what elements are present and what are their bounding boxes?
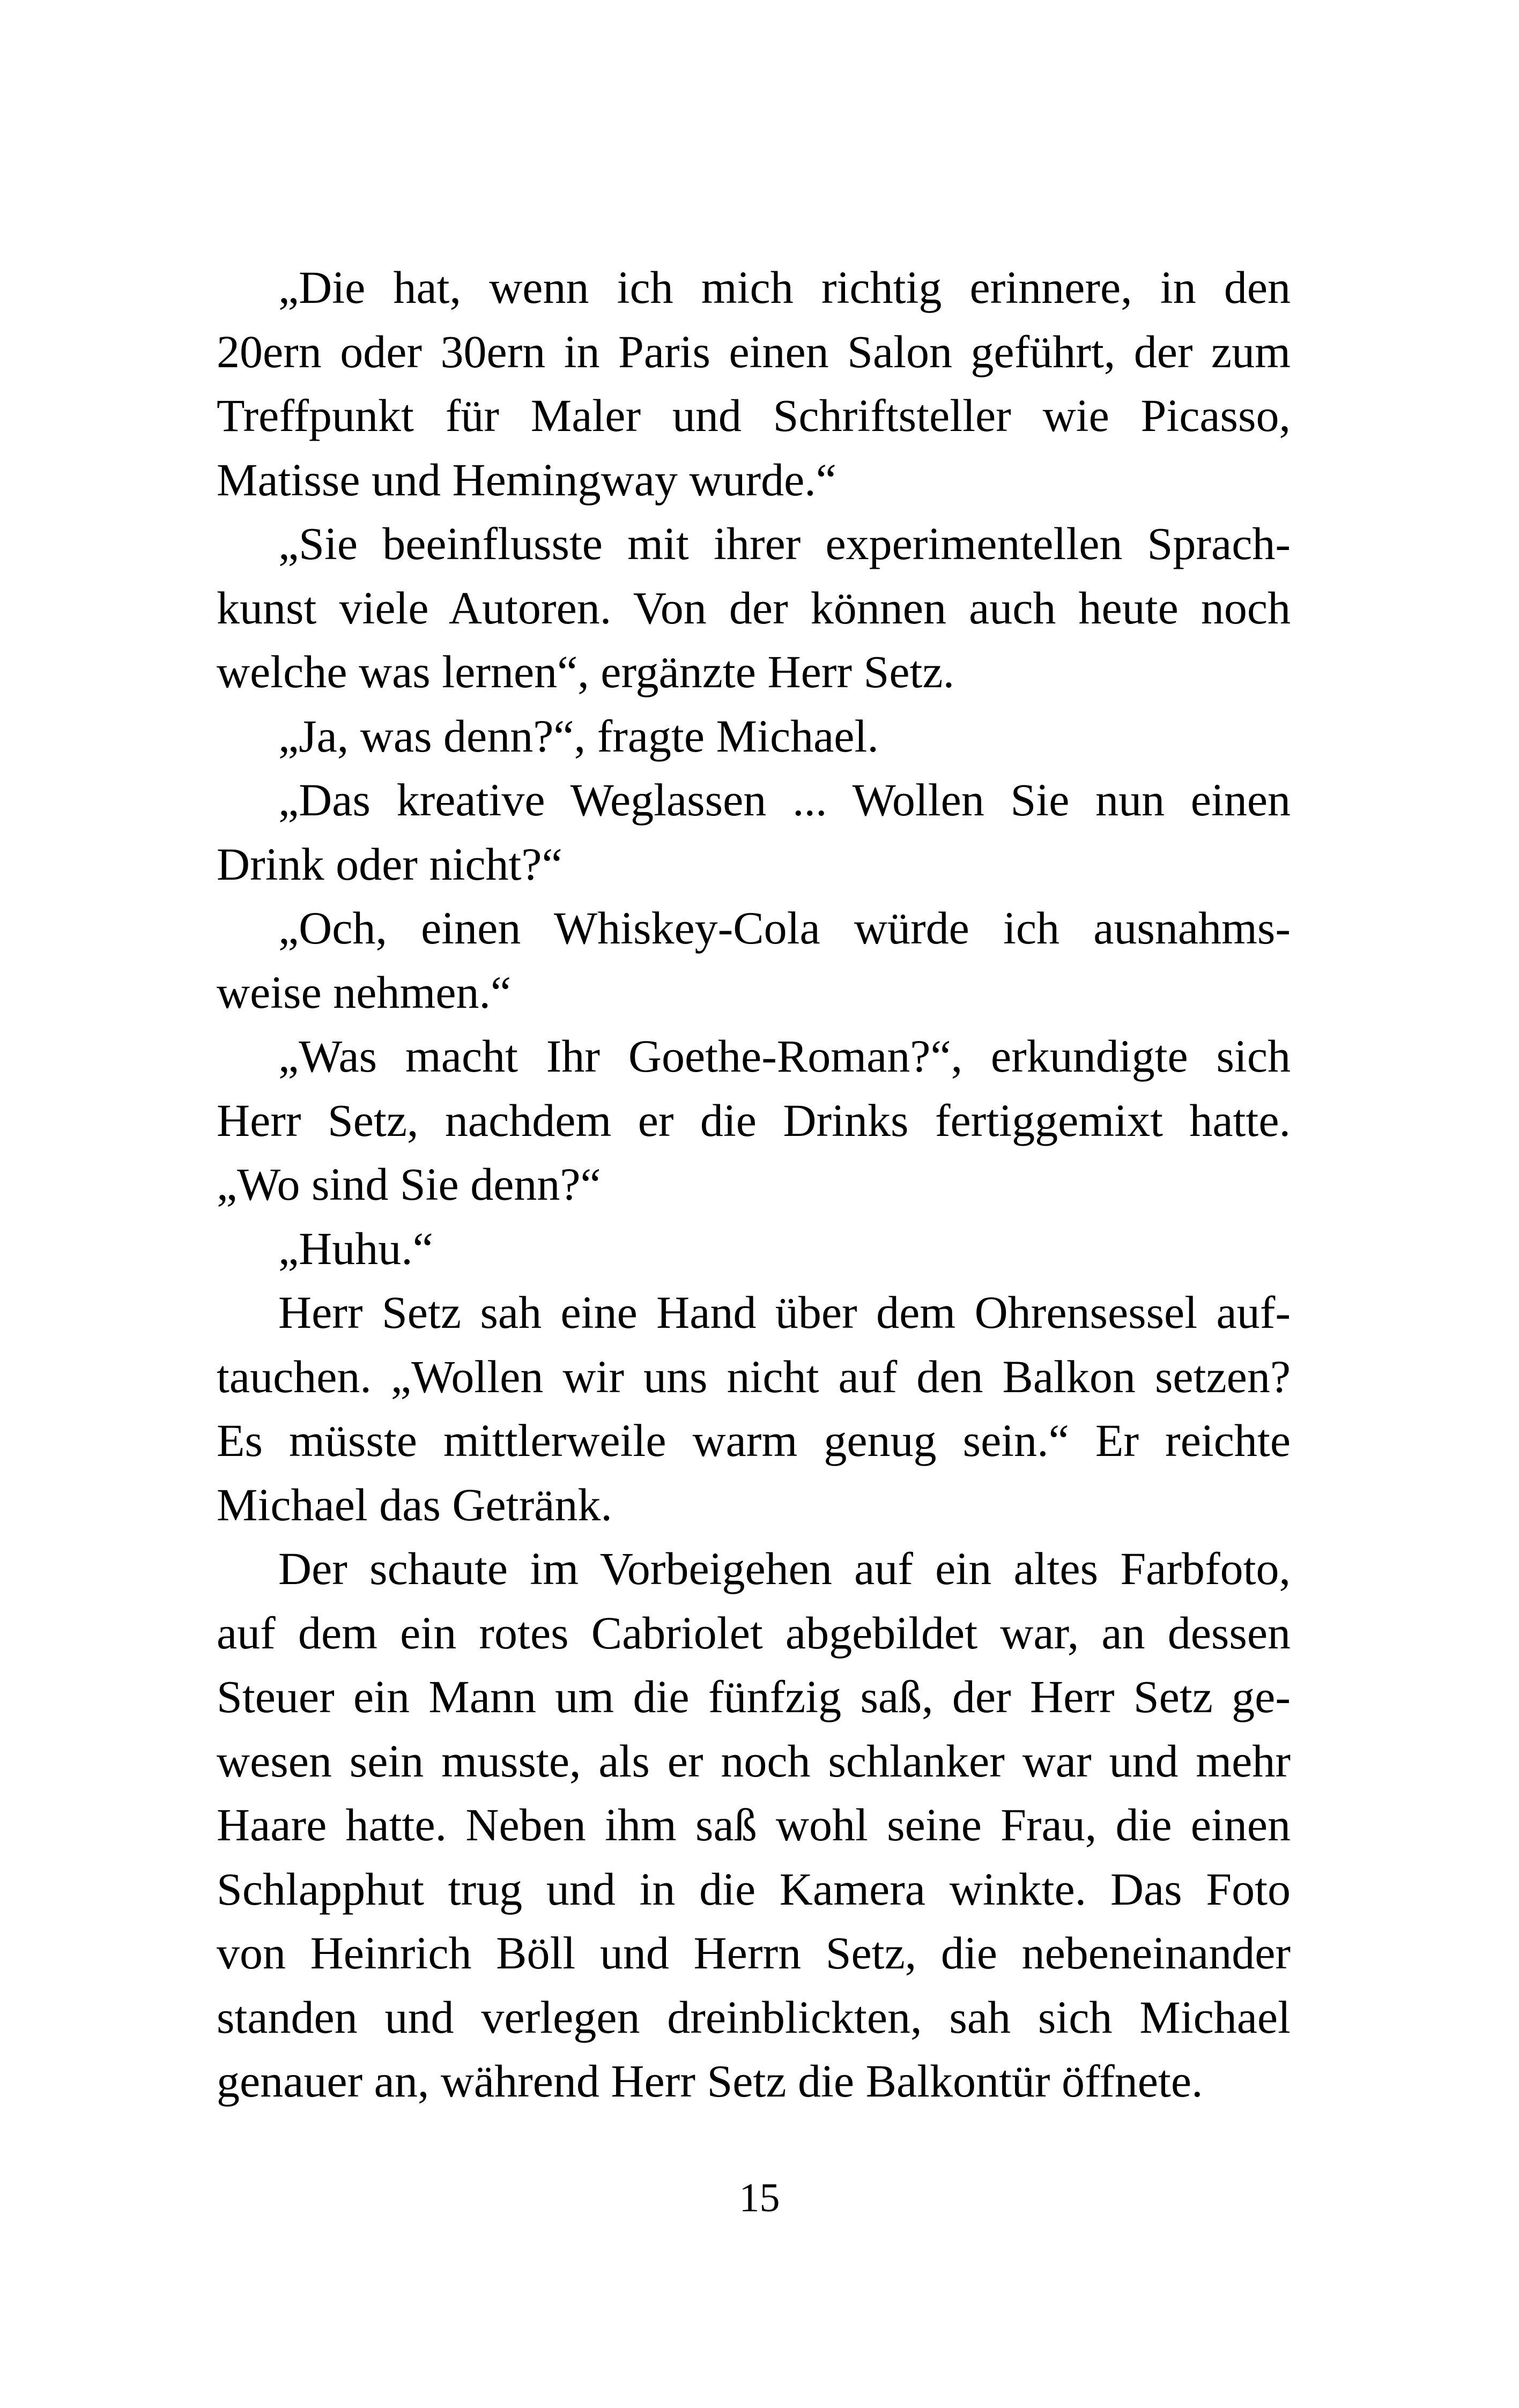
text-line: Herr Setz sah eine Hand über dem Ohrensessel auf- (278, 1287, 1291, 1338)
text-line: auf dem ein rotes Cabriolet abgebildet war, an dessen (217, 1607, 1291, 1659)
text-line: genauer an, während Herr Setz die Balkontür öffnete. (217, 2055, 1203, 2107)
text-line: Schlapphut trug und in die Kamera winkte. Das Foto (217, 1863, 1291, 1915)
text-line: „Die hat, wenn ich mich richtig erinnere, in den (278, 262, 1291, 313)
text-line: weise nehmen.“ (217, 966, 512, 1018)
text-line: Steuer ein Mann um die fünfzig saß, der Herr Setz ge- (217, 1671, 1291, 1722)
text-line: „Was macht Ihr Goethe-Roman?“, erkundigte sich (278, 1030, 1291, 1082)
text-line: 20ern oder 30ern in Paris einen Salon geführt, der zum (217, 325, 1291, 377)
text-line: kunst viele Autoren. Von der können auch heute noch (217, 582, 1291, 634)
text-line: Es müsste mittlerweile warm genug sein.“ Er reichte (217, 1415, 1291, 1466)
text-line: Michael das Getränk. (217, 1478, 612, 1530)
body-text (217, 256, 1291, 2114)
text-line: tauchen. „Wollen wir uns nicht auf den Balkon setzen? (217, 1350, 1291, 1402)
page-number: 15 (739, 2175, 780, 2220)
text-line: „Wo sind Sie denn?“ (217, 1158, 601, 1210)
text-line: wesen sein musste, als er noch schlanker war und mehr (217, 1735, 1291, 1787)
text-line: „Och, einen Whiskey-Cola würde ich ausnahms- (278, 902, 1291, 954)
text-line: „Huhu.“ (278, 1222, 433, 1274)
text-line: Treffpunkt für Maler und Schriftsteller wie Picasso, (217, 390, 1291, 441)
text-line: Drink oder nicht?“ (217, 838, 562, 890)
text-line: „Ja, was denn?“, fragte Michael. (278, 710, 879, 762)
text-line: standen und verlegen dreinblickten, sah sich Michael (217, 1991, 1291, 2043)
text-line: welche was lernen“, ergänzte Herr Setz. (217, 646, 955, 697)
text-line: Haare hatte. Neben ihm saß wohl seine Frau, die einen (217, 1799, 1291, 1850)
text-line: von Heinrich Böll und Herrn Setz, die nebeneinander (217, 1927, 1291, 1979)
text-line: Der schaute im Vorbeigehen auf ein altes Farbfoto, (278, 1543, 1291, 1594)
text-line: „Sie beeinflusste mit ihrer experimentellen Sprach- (278, 518, 1291, 569)
text-line: Matisse und Hemingway wurde.“ (217, 454, 836, 506)
text-line: Herr Setz, nachdem er die Drinks fertiggemixt hatte. (217, 1094, 1291, 1146)
text-line: „Das kreative Weglassen ... Wollen Sie nun einen (278, 774, 1291, 826)
